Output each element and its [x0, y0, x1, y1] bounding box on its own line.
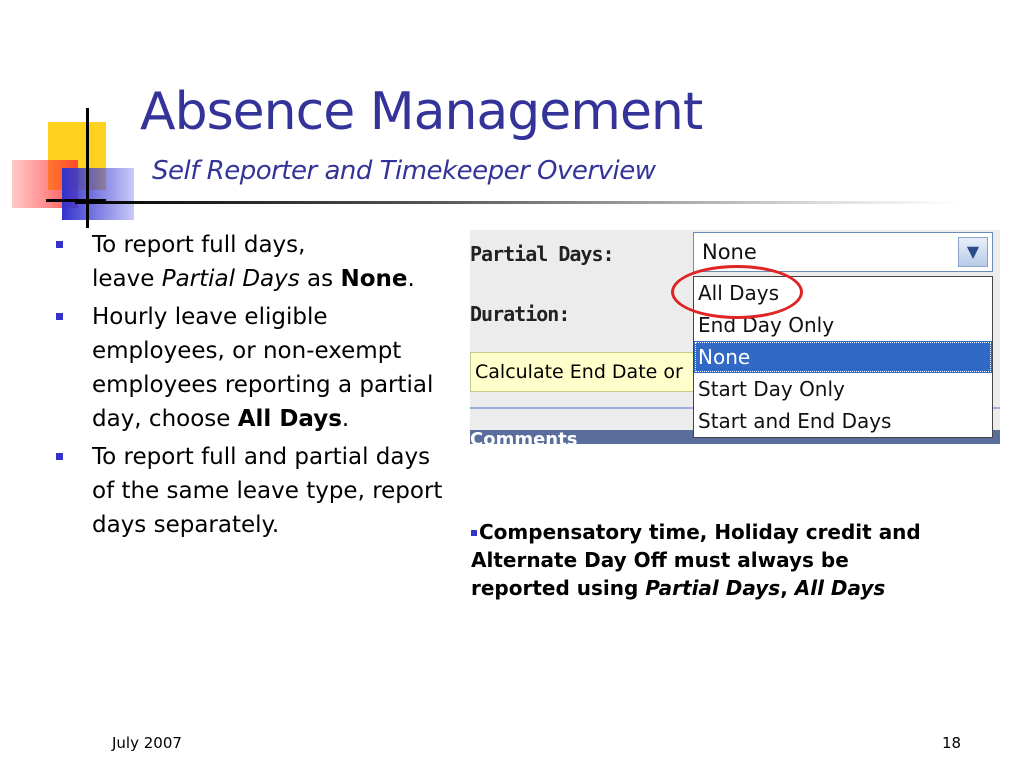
- selected-value: None: [702, 240, 757, 264]
- text-run: Partial Days: [645, 576, 781, 600]
- page-number: 18: [942, 734, 962, 752]
- blue-square: [62, 168, 134, 220]
- bullet-item: [52, 228, 452, 296]
- slide-title: Absence Management: [140, 82, 703, 142]
- square-bullet-icon: [56, 453, 63, 460]
- text-run: Hourly leave eligible employees, or non-exempt employees reporting a partial day, choose: [92, 304, 434, 432]
- square-bullet-icon: [56, 313, 63, 320]
- text-run: leave: [92, 266, 162, 292]
- footer-date: July 2007: [112, 734, 182, 752]
- title-rule: [75, 201, 960, 204]
- square-bullet-icon: [56, 241, 63, 248]
- callout-note: [471, 518, 941, 602]
- partial-days-label: Partial Days:: [470, 242, 614, 266]
- dropdown-option[interactable]: None: [694, 341, 992, 373]
- text-run: None: [340, 266, 408, 292]
- dropdown-option[interactable]: Start and End Days: [698, 409, 892, 433]
- text-run: To report full and partial days of the same leave type, report days separately.: [92, 444, 443, 538]
- text-run: All Days: [794, 576, 886, 600]
- text-run: Partial Days: [161, 266, 300, 292]
- duration-label: Duration:: [470, 302, 570, 326]
- chevron-down-icon[interactable]: ▼: [958, 237, 988, 267]
- bullet-list: [52, 228, 452, 546]
- text-run: .: [407, 266, 415, 292]
- text-run: Compensatory time, Holiday credit and Alternate Day Off must always be reported using: [471, 520, 921, 600]
- text-run: .: [341, 406, 350, 432]
- text-run: To report full days,: [92, 232, 306, 258]
- bullet-item: [52, 440, 452, 542]
- dropdown-option[interactable]: Start Day Only: [698, 377, 845, 401]
- highlight-circle: [671, 265, 803, 319]
- text-run: as: [299, 266, 341, 292]
- comments-label: Comments: [470, 430, 578, 444]
- dropdown-option[interactable]: End Day Only: [698, 313, 835, 337]
- slide-subtitle: Self Reporter and Timekeeper Overview: [152, 156, 656, 186]
- dropdown-option[interactable]: All Days: [698, 281, 780, 305]
- square-bullet-icon: [471, 530, 477, 536]
- corner-decoration: [0, 0, 140, 230]
- calculate-end-date-button[interactable]: Calculate End Date or: [470, 352, 700, 392]
- form-screenshot: [470, 230, 1000, 444]
- text-run: ,: [780, 576, 795, 600]
- vertical-line: [86, 108, 89, 228]
- text-run: All Days: [237, 406, 342, 432]
- bullet-item: [52, 300, 452, 436]
